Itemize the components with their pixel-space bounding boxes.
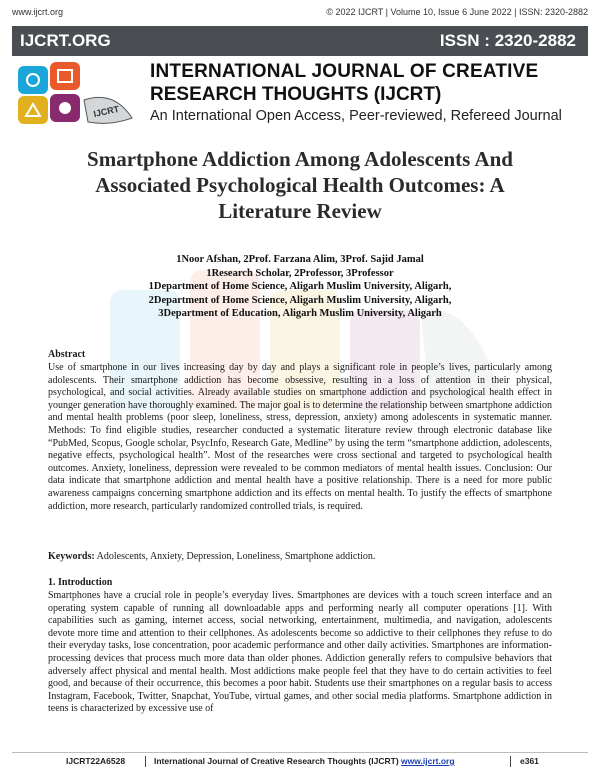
keywords-text: Adolescents, Anxiety, Depression, Loneliness, Smartphone addiction.	[96, 551, 376, 562]
journal-banner	[12, 26, 588, 56]
journal-name-line2: RESEARCH THOUGHTS (IJCRT)	[150, 84, 442, 105]
paper-title	[30, 146, 570, 224]
keywords	[48, 551, 552, 564]
journal-logo-icon	[14, 60, 142, 130]
author-affiliation-2: 2Department of Home Science, Aligarh Muslim University, Aligarh,	[148, 294, 452, 306]
page-footer	[0, 756, 600, 770]
banner-site: IJCRT.ORG	[20, 31, 111, 50]
journal-tagline: An International Open Access, Peer-reviewed, Refereed Journal	[150, 108, 562, 124]
footer-url-link[interactable]: www.ijcrt.org	[401, 756, 455, 766]
running-header	[12, 7, 588, 21]
issue-info: © 2022 IJCRT | Volume 10, Issue 6 June 2022 | ISSN: 2320-2882	[326, 7, 588, 17]
footer-page-number: e361	[520, 756, 539, 766]
footer-separator	[510, 756, 511, 767]
title-line-1: Smartphone Addiction Among Adolescents And	[87, 147, 513, 171]
author-roles: 1Research Scholar, 2Professor, 3Professor	[206, 267, 394, 279]
title-line-2: Associated Psychological Health Outcomes: A	[95, 173, 505, 197]
footer-code: IJCRT22A6528	[66, 756, 126, 766]
author-affiliation-3: 3Department of Education, Aligarh Muslim University, Aligarh	[158, 308, 442, 319]
site-url[interactable]: www.ijcrt.org	[12, 7, 64, 17]
footer-separator	[145, 756, 146, 767]
keywords-label: Keywords:	[48, 551, 95, 562]
author-block	[40, 253, 560, 321]
author-names: 1Noor Afshan, 2Prof. Farzana Alim, 3Prof. Sajid Jamal	[176, 254, 424, 265]
banner-issn: ISSN : 2320-2882	[439, 31, 576, 50]
intro-heading: 1. Introduction	[48, 577, 113, 588]
intro-text: Smartphones have a crucial role in people’s everyday lives. Smartphones are devices with a touch screen interface and an operating system capable of running all downloadable apps and performing nearly all computer operations [1]. With capabilities such as gaming, internet access, social networking, entertainment, multimedia, and navigation, adolescents devote more time and attention to their cellphones. As adolescents become so addictive to their cellphones they refuse to do their everyday tasks, lose concentration, poor academic performance and other daily activities. Smartphones are information-processing devices that process much more data than older phones. Addiction generally refers to compulsive behaviors that adversely affect physical and mental health. Most addictions make people feel that they have to do certain activities to feel good, and because of their occurrence, this becomes a poor habit. Students use their smartphones on a regular basis to access Instagram, Facebook, Twitter, Snapchat, YouTube, virtual games, and other social media platforms. Smartphone addiction in teens is characterized by excessive use of	[48, 590, 552, 715]
logo-text: IJCRT	[92, 103, 121, 120]
title-line-3: Literature Review	[218, 199, 382, 223]
abstract-heading: Abstract	[48, 349, 86, 360]
abstract-text: Use of smartphone in our lives increasing day by day and plays a significant role in people’s lives, particularly among adolescents. Their smartphone addiction has become obsessive, resulting in a loss of attention in their physical, psychological, and social activities. Already available studies on smartphone addiction and psychological health effect in younger generation have thoroughly examined. The major goal is to determine the relationship between smartphone addiction and mental health problems (poor sleep, loneliness, stress, depression, anxiety) among adolescents in systematic manner. Methods: To find eligible studies, researcher conducted a systematic literature review through electronic database like “PubMed, Scopus, Google scholar, PsycInfo, Research Gate, Medline” by using the term “smartphone addiction, adolescents, negative effects, psychological health”. Most of the researches were cross sectional and targeted to psychological health outcomes. Anxiety, loneliness, depression were revealed to be common mediators of mental health issues. Conclusion: Our data indicate that smartphone addiction and mental health have a positive relationship. There is a need for more public awareness campaigns concerning smartphone addiction and its effects on mental health. To justify the effects of smartphone addiction, more research, particularly randomized controlled trials, is required.	[48, 362, 552, 512]
footer-journal	[154, 756, 455, 766]
journal-name-line1: INTERNATIONAL JOURNAL OF CREATIVE	[150, 61, 539, 82]
footer-journal-name: International Journal of Creative Research Thoughts (IJCRT)	[154, 756, 399, 766]
footer-divider	[12, 752, 588, 753]
author-affiliation-1: 1Department of Home Science, Aligarh Muslim University, Aligarh,	[148, 281, 452, 292]
